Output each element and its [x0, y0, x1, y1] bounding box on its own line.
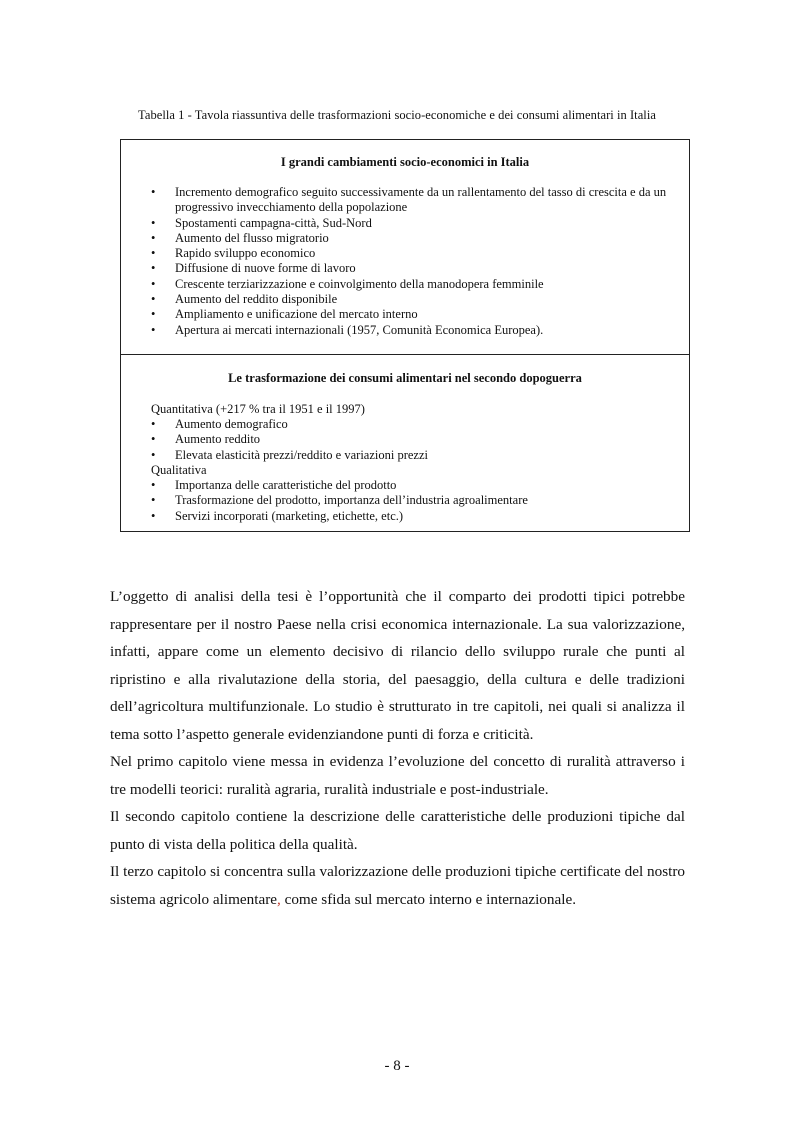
page-number: - 8 - [384, 1058, 410, 1074]
bullet-icon: • [151, 292, 156, 307]
list-item: • Crescente terziarizzazione e coinvolgimento della manodopera femminile [151, 276, 544, 291]
list-item: • Trasformazione del prodotto, importanza dell’industria agroalimentare [151, 493, 528, 508]
socio-economic-list [151, 185, 689, 338]
list-item: • Ampliamento e unificazione del mercato interno [151, 307, 418, 322]
body-text [110, 583, 685, 913]
list-item: • Apertura ai mercati internazionali (1957, Comunità Economica Europea). [151, 322, 544, 337]
highlighted-comma: , [277, 890, 281, 908]
list-item: • Servizi incorporati (marketing, etichette, etc.) [151, 508, 404, 523]
table-caption: Tabella 1 - Tavola riassuntiva delle trasformazioni socio-economiche e dei consumi alimentari in Italia [138, 108, 656, 122]
list-item: • Aumento del flusso migratorio [151, 230, 329, 245]
bullet-icon: • [151, 307, 156, 322]
food-consumption-title: Le trasformazione dei consumi alimentari nel secondo dopoguerra [228, 371, 582, 385]
socio-economic-title: I grandi cambiamenti socio-economici in Italia [280, 155, 530, 169]
list-item: • Aumento demografico [151, 417, 288, 431]
paragraph: L’oggetto di analisi della tesi è l’opportunità che il comparto dei prodotti tipici potrebbe rappresentare per il nostro Paese nella crisi economica internazionale. La sua valorizzazione, infatti, appare come un elemento decisivo di rilancio dello sviluppo rurale che punti al ripristino e alla rivalutazione della storia, del paesaggio, della cultura e delle tradizioni dell’agricoltura multifunzionale. Lo studio è strutturato in tre capitoli, nei quali si analizza il tema sotto l’aspetto generale evidenziandone punti di forza e criticità. [110, 588, 685, 743]
bullet-icon: • [151, 493, 156, 508]
qualitative-heading: Qualitativa [151, 463, 207, 477]
bullet-icon: • [151, 246, 156, 261]
qualitative-list [151, 478, 689, 524]
quantitative-heading: Quantitativa (+217 % tra il 1951 e il 1997) [151, 402, 365, 416]
list-item: • Importanza delle caratteristiche del prodotto [151, 478, 397, 492]
bullet-icon: • [151, 215, 156, 230]
bullet-icon: • [151, 417, 156, 431]
bullet-icon: • [151, 447, 156, 462]
quantitative-list [151, 417, 689, 463]
bullet-icon: • [151, 261, 156, 276]
bullet-icon: • [151, 508, 156, 523]
bullet-icon: • [151, 478, 156, 492]
list-item: • Diffusione di nuove forme di lavoro [151, 261, 356, 276]
socio-economic-section [121, 140, 689, 355]
bullet-icon: • [151, 185, 156, 199]
list-item: • Aumento reddito [151, 432, 261, 447]
list-item: • Elevata elasticità prezzi/reddito e variazioni prezzi [151, 447, 428, 462]
list-item: • Rapido sviluppo economico [151, 246, 316, 261]
bullet-icon: • [151, 230, 156, 245]
list-item: • Incremento demografico seguito successivamente da un rallentamento del tasso di crescita e da un progressivo invecchiamento della popolazione [151, 185, 667, 215]
paragraph: Il secondo capitolo contiene la descrizione delle caratteristiche delle produzioni tipiche dal punto di vista della politica della qualità. [110, 808, 685, 853]
list-item: • Spostamenti campagna-città, Sud-Nord [151, 215, 372, 230]
bullet-icon: • [151, 276, 156, 291]
paragraph: Nel primo capitolo viene messa in evidenza l’evoluzione del concetto di ruralità attraverso i tre modelli teorici: ruralità agraria, ruralità industriale e post-industriale. [110, 753, 685, 798]
paragraph: Il terzo capitolo si concentra sulla valorizzazione delle produzioni tipiche certificate del nostro sistema agricolo alimentare, come sfida sul mercato interno e internazionale. [110, 863, 685, 908]
bullet-icon: • [151, 322, 156, 337]
summary-table [120, 139, 690, 532]
list-item: • Aumento del reddito disponibile [151, 292, 338, 307]
bullet-icon: • [151, 432, 156, 447]
food-consumption-section [121, 355, 689, 531]
